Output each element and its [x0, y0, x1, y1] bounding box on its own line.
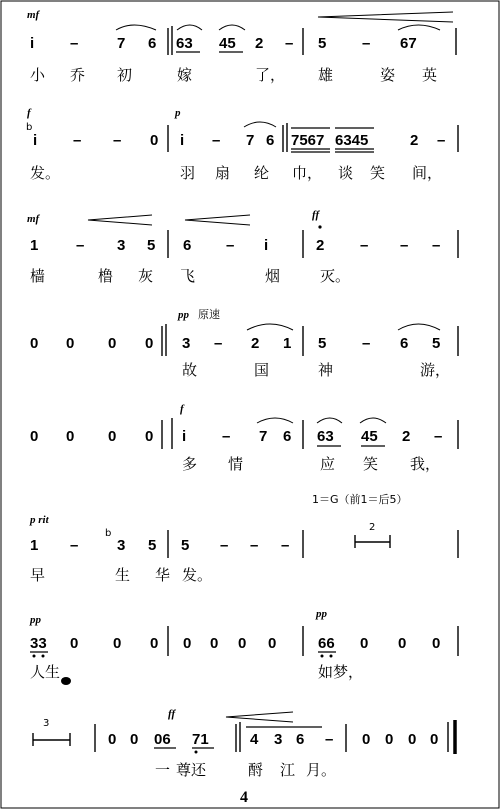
- note: 6: [266, 132, 275, 149]
- note: 7: [246, 132, 255, 149]
- note: i: [182, 428, 187, 445]
- note: 0: [362, 731, 371, 748]
- octave-dot: [330, 655, 333, 658]
- crescendo-hairpin: [318, 12, 453, 22]
- note: 1: [30, 237, 39, 254]
- note: 6: [283, 428, 292, 445]
- lyric: 人生: [30, 663, 61, 681]
- note: –: [226, 237, 235, 254]
- note: 2: [251, 335, 260, 352]
- lyric: 橹: [98, 267, 114, 285]
- note: 0: [145, 428, 154, 445]
- accent-dot: [318, 225, 321, 228]
- note: 2: [402, 428, 411, 445]
- score-line-4: [30, 307, 458, 379]
- page-number: 4: [240, 789, 248, 806]
- note: 45: [361, 428, 378, 445]
- lyric: 江: [280, 761, 296, 779]
- slur: [257, 418, 293, 423]
- note: 7567: [291, 132, 325, 149]
- lyric: 飞: [180, 267, 196, 285]
- note: 0: [210, 635, 219, 652]
- dynamic-mf: mf: [27, 9, 40, 21]
- key-change-annotation: 1＝G（前1＝后5）: [312, 493, 408, 506]
- note: 66: [318, 635, 335, 652]
- crescendo-hairpin: [226, 712, 293, 722]
- note: 6: [296, 731, 305, 748]
- note: 5: [432, 335, 441, 352]
- note: –: [400, 237, 409, 254]
- note: 4: [250, 731, 259, 748]
- note: 0: [66, 335, 75, 352]
- note: 0: [183, 635, 192, 652]
- lyric: 月。: [306, 761, 337, 779]
- note: –: [285, 35, 294, 52]
- score-line-6: [29, 492, 458, 584]
- score-line-7: [29, 608, 458, 685]
- lyric: 灰: [138, 267, 154, 285]
- lyric: 生: [115, 566, 131, 584]
- note: 0: [430, 731, 439, 748]
- tempo-marking: 原速: [198, 308, 220, 321]
- dynamic-f: f: [180, 403, 184, 415]
- note: 5: [181, 537, 190, 554]
- note: 7: [259, 428, 268, 445]
- lyric: 巾，: [292, 164, 323, 182]
- note: i: [33, 132, 38, 149]
- lyric: 纶: [254, 164, 270, 182]
- note: i: [30, 35, 35, 52]
- octave-dot: [321, 655, 324, 658]
- note: 5: [147, 237, 156, 254]
- dynamic-ff: ff: [168, 708, 176, 720]
- octave-dot: [195, 751, 198, 754]
- note: 0: [408, 731, 417, 748]
- lyric: 酹: [248, 761, 264, 779]
- page-frame: [1, 1, 499, 808]
- flat-sign: b: [26, 122, 33, 133]
- note: 67: [400, 35, 417, 52]
- note: 0: [238, 635, 247, 652]
- lyric: 烟: [265, 267, 281, 285]
- lyric: 情: [228, 455, 244, 473]
- note: 0: [66, 428, 75, 445]
- lyric: 多: [182, 455, 198, 473]
- lyric: 华: [155, 566, 171, 584]
- note: 0: [432, 635, 441, 652]
- lyric: 应: [320, 455, 336, 473]
- score-line-1: [27, 9, 456, 84]
- note: 0: [108, 335, 117, 352]
- note: –: [220, 537, 229, 554]
- note: –: [437, 132, 446, 149]
- lyric: 故: [182, 361, 198, 379]
- slur: [317, 418, 342, 423]
- note: 0: [30, 335, 39, 352]
- lyric: 神: [318, 361, 334, 379]
- note: 7: [117, 35, 126, 52]
- note: –: [73, 132, 82, 149]
- lyric: 发。: [182, 566, 213, 584]
- lyric: 雄: [318, 66, 334, 84]
- note: –: [432, 237, 441, 254]
- lyric: 游，: [420, 361, 451, 379]
- score-line-3: [27, 209, 458, 285]
- lyric: 发。: [30, 164, 61, 182]
- note: –: [70, 35, 79, 52]
- note: 63: [317, 428, 334, 445]
- lyric: 樯: [30, 267, 46, 285]
- note: 0: [150, 132, 159, 149]
- note: –: [70, 537, 79, 554]
- octave-dot: [33, 655, 36, 658]
- note: i: [180, 132, 185, 149]
- dynamic-p: p: [175, 107, 181, 119]
- note: 5: [318, 335, 327, 352]
- slur: [177, 25, 202, 30]
- note: –: [360, 237, 369, 254]
- note: 3: [274, 731, 283, 748]
- slur: [398, 25, 440, 30]
- score-line-5: [30, 403, 458, 473]
- tuplet-number: 2: [369, 522, 376, 533]
- score-line-8: [33, 708, 455, 779]
- octave-dot: [42, 655, 45, 658]
- note: 0: [398, 635, 407, 652]
- tuplet-number: 3: [43, 718, 50, 729]
- dynamic-pp: pp: [316, 608, 327, 620]
- note: –: [362, 335, 371, 352]
- lyric: 了，: [255, 66, 286, 84]
- note: –: [222, 428, 231, 445]
- note: 3: [182, 335, 191, 352]
- note: –: [76, 237, 85, 254]
- note: –: [214, 335, 223, 352]
- note: –: [212, 132, 221, 149]
- note: 0: [70, 635, 79, 652]
- lyric: 早: [30, 566, 46, 584]
- note: 2: [316, 237, 325, 254]
- lyric: 嫁: [177, 66, 193, 84]
- note: 2: [410, 132, 419, 149]
- dynamic-pp: pp: [30, 614, 41, 626]
- lyric: 初: [117, 66, 133, 84]
- note: 3: [117, 537, 126, 554]
- note: 06: [154, 731, 171, 748]
- note: 0: [385, 731, 394, 748]
- note: 0: [268, 635, 277, 652]
- lyric: 小: [30, 66, 46, 84]
- lyric: 一: [155, 761, 171, 779]
- note: 0: [150, 635, 159, 652]
- lyric: 扇: [215, 164, 231, 182]
- ink-blot: [61, 677, 71, 685]
- crescendo-hairpin: [88, 215, 152, 225]
- note: 1: [283, 335, 292, 352]
- flat-sign: b: [105, 528, 112, 539]
- note: 0: [130, 731, 139, 748]
- note: 0: [108, 731, 117, 748]
- note: 5: [318, 35, 327, 52]
- lyric: 间，: [412, 164, 443, 182]
- note: 2: [255, 35, 264, 52]
- lyric: 灭。: [320, 267, 351, 285]
- lyric: 如梦，: [318, 663, 364, 681]
- note: 6: [183, 237, 192, 254]
- dynamic-mf: mf: [27, 213, 40, 225]
- lyric: 乔: [70, 66, 86, 84]
- lyric: 尊还: [176, 761, 207, 779]
- note: 0: [30, 428, 39, 445]
- dynamic-p-rit: p rit: [30, 514, 49, 526]
- lyric: 我，: [410, 455, 441, 473]
- lyric: 国: [254, 361, 270, 379]
- lyric: 英: [422, 66, 438, 84]
- slur: [219, 25, 245, 30]
- dynamic-f: f: [27, 107, 31, 119]
- lyric: 姿: [380, 66, 396, 84]
- note: 3: [117, 237, 126, 254]
- dynamic-ff: ff: [312, 209, 320, 221]
- lyric: 笑: [370, 164, 386, 182]
- note: 1: [30, 537, 39, 554]
- note: 33: [30, 635, 47, 652]
- slur: [116, 25, 156, 30]
- note: –: [362, 35, 371, 52]
- note: 0: [145, 335, 154, 352]
- slur: [398, 324, 440, 330]
- lyric: 谈: [338, 164, 354, 182]
- note: 6: [148, 35, 157, 52]
- lyric: 羽: [180, 164, 196, 182]
- note: 0: [113, 635, 122, 652]
- note: –: [250, 537, 259, 554]
- note: –: [434, 428, 443, 445]
- note: 45: [219, 35, 236, 52]
- dynamic-pp: pp: [178, 309, 189, 321]
- score-line-2: [26, 107, 458, 182]
- crescendo-hairpin: [185, 215, 250, 225]
- note: –: [325, 731, 334, 748]
- note: 63: [176, 35, 193, 52]
- note: –: [113, 132, 122, 149]
- note: 5: [148, 537, 157, 554]
- note: i: [264, 237, 269, 254]
- note: 6: [400, 335, 409, 352]
- note: 6345: [335, 132, 369, 149]
- lyric: 笑: [363, 455, 379, 473]
- note: 0: [360, 635, 369, 652]
- slur: [360, 418, 386, 423]
- note: 71: [192, 731, 209, 748]
- note: –: [281, 537, 290, 554]
- slur: [244, 122, 276, 127]
- slur: [247, 324, 293, 330]
- note: 0: [108, 428, 117, 445]
